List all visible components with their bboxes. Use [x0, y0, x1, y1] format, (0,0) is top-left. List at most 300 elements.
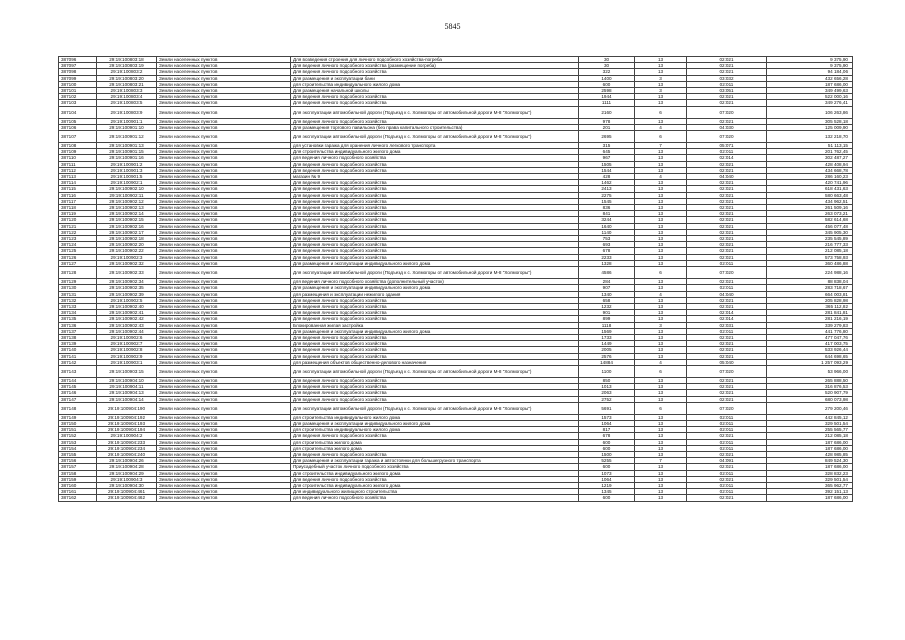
- cadastral-number-cell: 29:19:100904:30: [97, 482, 157, 488]
- group-cell: 13: [635, 439, 687, 445]
- cadastral-number-cell: 29:19:100902:5: [97, 297, 157, 303]
- land-category-cell: Земли населенных пунктов: [157, 149, 291, 155]
- row-number-cell: 387117: [59, 198, 97, 204]
- row-number-cell: 387120: [59, 217, 97, 223]
- cadastral-number-cell: 29:19:100902:10: [97, 186, 157, 192]
- cadastral-number-cell: 29:19:100904:14: [97, 396, 157, 402]
- cadastral-value-cell: 281 841,81: [767, 310, 853, 316]
- cadastral-number-cell: 29:19:100902:44: [97, 328, 157, 334]
- row-number-cell: 387160: [59, 482, 97, 488]
- table-row: [59, 458, 853, 464]
- land-category-cell: Земли населенных пунктов: [157, 167, 291, 173]
- cadastral-number-cell: 29:19:100901:15: [97, 149, 157, 155]
- code-cell: 02:011: [687, 420, 767, 426]
- code-cell: 05:040: [687, 359, 767, 365]
- area-cell: 30: [579, 57, 635, 63]
- area-cell: 693: [579, 242, 635, 248]
- cadastral-value-cell: 533 926,44: [767, 347, 853, 353]
- cadastral-value-cell: 305 528,18: [767, 118, 853, 124]
- cadastral-number-cell: 29:19:100904:2: [97, 433, 157, 439]
- permitted-use-cell: Для ведения личного подсобного хозяйства: [291, 186, 579, 192]
- cadastral-number-cell: 29:19:100904:10: [97, 377, 157, 383]
- permitted-use-cell: Для ведения личного подсобного хозяйства: [291, 94, 579, 100]
- area-cell: 967: [579, 155, 635, 161]
- row-number-cell: 387097: [59, 63, 97, 69]
- row-number-cell: 387136: [59, 322, 97, 328]
- area-cell: 1733: [579, 334, 635, 340]
- cadastral-value-cell: 432 656,28: [767, 75, 853, 81]
- code-cell: 04:091: [687, 458, 767, 464]
- cadastral-number-cell: 29:19:100902:16: [97, 223, 157, 229]
- cadastral-number-cell: 29:19:100803:3: [97, 88, 157, 94]
- code-cell: 07:020: [687, 267, 767, 279]
- area-cell: 1345: [579, 489, 635, 495]
- cadastral-value-cell: 392 151,13: [767, 489, 853, 495]
- land-category-cell: Земли населенных пунктов: [157, 155, 291, 161]
- row-number-cell: 387150: [59, 420, 97, 426]
- cadastral-value-cell: 664 003,81: [767, 291, 853, 297]
- code-cell: 02:021: [687, 476, 767, 482]
- area-cell: 645: [579, 149, 635, 155]
- row-number-cell: 387124: [59, 242, 97, 248]
- land-category-cell: Земли населенных пунктов: [157, 316, 291, 322]
- cadastral-value-cell: 365 112,82: [767, 303, 853, 309]
- group-cell: 4: [635, 359, 687, 365]
- cadastral-number-cell: 29:19:100902:41: [97, 310, 157, 316]
- cadastral-number-cell: 29:19:100901:3: [97, 167, 157, 173]
- group-cell: 6: [635, 402, 687, 414]
- code-cell: 02:021: [687, 242, 767, 248]
- cadastral-value-cell: 520 907,79: [767, 390, 853, 396]
- area-cell: 2598: [579, 88, 635, 94]
- cadastral-value-cell: 216 777,33: [767, 242, 853, 248]
- cadastral-number-cell: 29:19:100901:1: [97, 118, 157, 124]
- permitted-use-cell: Для эксплуатации автомобильной дороги (Подъезд к с. Холмогоры от автомобильной дороги М-8 "Холмогоры"): [291, 131, 579, 143]
- code-cell: 02:021: [687, 384, 767, 390]
- group-cell: 13: [635, 310, 687, 316]
- cadastral-number-cell: 29:19:100901:2: [97, 161, 157, 167]
- permitted-use-cell: Для ведения личного подсобного хозяйства: [291, 223, 579, 229]
- code-cell: 02:021: [687, 167, 767, 173]
- group-cell: 13: [635, 161, 687, 167]
- row-number-cell: 387100: [59, 81, 97, 87]
- permitted-use-cell: для строительства индивидуального жилого дома: [291, 81, 579, 87]
- cadastral-value-cell: 263 073,21: [767, 211, 853, 217]
- permitted-use-cell: для ведения личного подсобного хозяйства: [291, 495, 579, 501]
- row-number-cell: 387103: [59, 100, 97, 106]
- permitted-use-cell: для строительства индивидуального жилого дома: [291, 427, 579, 433]
- code-cell: 02:011: [687, 81, 767, 87]
- row-number-cell: 387142: [59, 359, 97, 365]
- code-cell: 02:021: [687, 433, 767, 439]
- area-cell: 600: [579, 439, 635, 445]
- row-number-cell: 387096: [59, 57, 97, 63]
- area-cell: 5255: [579, 458, 635, 464]
- area-cell: 2576: [579, 353, 635, 359]
- cadastral-value-cell: 106 263,86: [767, 106, 853, 118]
- group-cell: 13: [635, 489, 687, 495]
- land-category-cell: Земли населенных пунктов: [157, 57, 291, 63]
- permitted-use-cell: для строительства индивидуального жилого дома: [291, 414, 579, 420]
- cadastral-number-cell: 29:19:100803:18: [97, 57, 157, 63]
- permitted-use-cell: Для ведения личного подсобного хозяйства: [291, 161, 579, 167]
- row-number-cell: 387161: [59, 489, 97, 495]
- land-category-cell: Земли населенных пунктов: [157, 94, 291, 100]
- land-category-cell: Земли населенных пунктов: [157, 88, 291, 94]
- code-cell: 02:021: [687, 180, 767, 186]
- cadastral-value-cell: 201 762,45: [767, 149, 853, 155]
- row-number-cell: 387115: [59, 186, 97, 192]
- permitted-use-cell: Для ведения личного подсобного хозяйства: [291, 198, 579, 204]
- group-cell: 13: [635, 155, 687, 161]
- permitted-use-cell: Для ведения личного подсобного хозяйства: [291, 236, 579, 242]
- permitted-use-cell: Для ведения личного подсобного хозяйства: [291, 451, 579, 457]
- permitted-use-cell: Для размещения и эксплуатации индивидуального жилого дома: [291, 328, 579, 334]
- row-number-cell: 387104: [59, 106, 97, 118]
- land-category-cell: Земли населенных пунктов: [157, 186, 291, 192]
- area-cell: 600: [579, 464, 635, 470]
- cadastral-value-cell: 417 003,75: [767, 341, 853, 347]
- code-cell: 03:051: [687, 88, 767, 94]
- group-cell: 13: [635, 205, 687, 211]
- permitted-use-cell: Для ведения личного подсобного хозяйства: [291, 303, 579, 309]
- land-category-cell: Земли населенных пунктов: [157, 229, 291, 235]
- group-cell: 13: [635, 217, 687, 223]
- land-category-cell: Земли населенных пунктов: [157, 248, 291, 254]
- area-cell: 1505: [579, 161, 635, 167]
- cadastral-value-cell: 345 905,30: [767, 229, 853, 235]
- table-row: [59, 131, 853, 143]
- cadastral-value-cell: 582 614,68: [767, 217, 853, 223]
- table-row: [59, 365, 853, 377]
- area-cell: 753: [579, 236, 635, 242]
- cadastral-value-cell: 125 009,90: [767, 124, 853, 130]
- row-number-cell: 387137: [59, 328, 97, 334]
- area-cell: 978: [579, 118, 635, 124]
- area-cell: 4586: [579, 267, 635, 279]
- land-category-cell: Земли населенных пунктов: [157, 242, 291, 248]
- cadastral-number-cell: 29:19:100904:234: [97, 445, 157, 451]
- permitted-use-cell: Для ведения личного подсобного хозяйства: [291, 297, 579, 303]
- area-cell: 1545: [579, 198, 635, 204]
- cadastral-number-cell: 29:19:100803:19: [97, 63, 157, 69]
- area-cell: 600: [579, 81, 635, 87]
- area-cell: 1073: [579, 470, 635, 476]
- permitted-use-cell: Для размещения начальной школы: [291, 88, 579, 94]
- area-cell: 1100: [579, 365, 635, 377]
- row-number-cell: 387162: [59, 495, 97, 501]
- row-number-cell: 387146: [59, 390, 97, 396]
- cadastral-number-cell: 29:19:100902:15: [97, 217, 157, 223]
- area-cell: 1340: [579, 291, 635, 297]
- row-number-cell: 387109: [59, 149, 97, 155]
- area-cell: 1140: [579, 229, 635, 235]
- cadastral-value-table: [58, 56, 853, 502]
- row-number-cell: 387145: [59, 384, 97, 390]
- cadastral-value-cell: 573 758,93: [767, 254, 853, 260]
- group-cell: 13: [635, 167, 687, 173]
- table-row: [59, 267, 853, 279]
- code-cell: 02:021: [687, 94, 767, 100]
- permitted-use-cell: Для ведения личного подсобного хозяйства: [291, 192, 579, 198]
- land-category-cell: Земли населенных пунктов: [157, 396, 291, 402]
- group-cell: 13: [635, 198, 687, 204]
- group-cell: 13: [635, 328, 687, 334]
- cadastral-number-cell: 29:19:100904:11: [97, 384, 157, 390]
- group-cell: 3: [635, 75, 687, 81]
- group-cell: 4: [635, 291, 687, 297]
- permitted-use-cell: Для эксплуатации автомобильной дороги (Подъезд к с. Холмогоры от автомобильной дороги М-8 "Холмогоры"): [291, 402, 579, 414]
- cadastral-number-cell: 29:19:100904:233: [97, 439, 157, 445]
- permitted-use-cell: магазин № 9: [291, 174, 579, 180]
- cadastral-number-cell: 29:19:100904:3: [97, 476, 157, 482]
- permitted-use-cell: для установки гаража для хранения личного легкового транспорта: [291, 143, 579, 149]
- cadastral-value-cell: 580 663,48: [767, 192, 853, 198]
- area-cell: 2695: [579, 131, 635, 143]
- cadastral-number-cell: 29:19:100904:29: [97, 470, 157, 476]
- land-category-cell: Земли населенных пунктов: [157, 63, 291, 69]
- cadastral-number-cell: 29:19:100904:461: [97, 489, 157, 495]
- permitted-use-cell: Для ведения личного подсобного хозяйства: [291, 476, 579, 482]
- row-number-cell: 387116: [59, 192, 97, 198]
- code-cell: 04:040: [687, 174, 767, 180]
- permitted-use-cell: Для размещения и эксплуатации индивидуального жилого дома: [291, 260, 579, 266]
- area-cell: 1013: [579, 384, 635, 390]
- land-category-cell: Земли населенных пунктов: [157, 476, 291, 482]
- row-number-cell: 387135: [59, 316, 97, 322]
- code-cell: 02:021: [687, 347, 767, 353]
- cadastral-number-cell: 29:19:100902:6: [97, 334, 157, 340]
- cadastral-value-cell: 329 501,54: [767, 420, 853, 426]
- land-category-cell: Земли населенных пунктов: [157, 359, 291, 365]
- group-cell: 13: [635, 451, 687, 457]
- cadastral-number-cell: 29:19:100902:14: [97, 211, 157, 217]
- row-number-cell: 387131: [59, 291, 97, 297]
- land-category-cell: Земли населенных пунктов: [157, 445, 291, 451]
- permitted-use-cell: Для эксплуатации автомобильной дороги (Подъезд к с. Холмогоры от автомобильной дороги М-8 "Холмогоры"): [291, 106, 579, 118]
- land-category-cell: Земли населенных пунктов: [157, 217, 291, 223]
- code-cell: 02:021: [687, 236, 767, 242]
- area-cell: 2233: [579, 254, 635, 260]
- cadastral-value-cell: 428 985,85: [767, 451, 853, 457]
- code-cell: 02:011: [687, 489, 767, 495]
- code-cell: 02:021: [687, 390, 767, 396]
- area-cell: 907: [579, 285, 635, 291]
- land-category-cell: Земли населенных пунктов: [157, 384, 291, 390]
- row-number-cell: 387154: [59, 445, 97, 451]
- land-category-cell: Земли населенных пунктов: [157, 310, 291, 316]
- area-cell: 30: [579, 63, 635, 69]
- code-cell: 02:021: [687, 341, 767, 347]
- code-cell: 02:021: [687, 353, 767, 359]
- code-cell: 02:021: [687, 217, 767, 223]
- cadastral-number-cell: 29:19:100902:43: [97, 322, 157, 328]
- row-number-cell: 387155: [59, 451, 97, 457]
- table-row: [59, 495, 853, 501]
- row-number-cell: 387118: [59, 205, 97, 211]
- table-body: [59, 57, 853, 502]
- code-cell: 02:011: [687, 445, 767, 451]
- area-cell: 322: [579, 69, 635, 75]
- row-number-cell: 387139: [59, 341, 97, 347]
- area-cell: 1111: [579, 100, 635, 106]
- cadastral-value-cell: 187 686,00: [767, 81, 853, 87]
- cadastral-value-cell: 644 698,65: [767, 353, 853, 359]
- area-cell: 1328: [579, 260, 635, 266]
- code-cell: 02:021: [687, 248, 767, 254]
- land-category-cell: Земли населенных пунктов: [157, 365, 291, 377]
- permitted-use-cell: Для индивидуального жилищного строительства: [291, 489, 579, 495]
- row-number-cell: 387119: [59, 211, 97, 217]
- cadastral-value-cell: 187 686,00: [767, 464, 853, 470]
- cadastral-number-cell: 29:19:100902:17: [97, 229, 157, 235]
- code-cell: 02:021: [687, 100, 767, 106]
- cadastral-number-cell: 29:19:100902:9: [97, 353, 157, 359]
- cadastral-value-cell: 339 279,83: [767, 322, 853, 328]
- cadastral-value-cell: 441 776,80: [767, 328, 853, 334]
- code-cell: 02:011: [687, 414, 767, 420]
- cadastral-value-cell: 477 047,76: [767, 334, 853, 340]
- area-cell: 1944: [579, 94, 635, 100]
- group-cell: 13: [635, 229, 687, 235]
- cadastral-number-cell: 29:19:100902:7: [97, 341, 157, 347]
- code-cell: 02:031: [687, 322, 767, 328]
- code-cell: 02:021: [687, 495, 767, 501]
- code-cell: 02:021: [687, 205, 767, 211]
- group-cell: 13: [635, 482, 687, 488]
- row-number-cell: 387105: [59, 118, 97, 124]
- permitted-use-cell: Для строительства индивидуального жилого дома: [291, 482, 579, 488]
- group-cell: 13: [635, 186, 687, 192]
- row-number-cell: 387130: [59, 285, 97, 291]
- permitted-use-cell: Для ведения личного подсобного хозяйства (размещение погреба): [291, 63, 579, 69]
- cadastral-value-cell: 235 545,89: [767, 236, 853, 242]
- row-number-cell: 387143: [59, 365, 97, 377]
- cadastral-value-cell: 349 499,63: [767, 88, 853, 94]
- group-cell: 13: [635, 445, 687, 451]
- group-cell: 13: [635, 260, 687, 266]
- group-cell: 13: [635, 236, 687, 242]
- code-cell: 03:032: [687, 75, 767, 81]
- cadastral-number-cell: 29:19:100904:190: [97, 402, 157, 414]
- permitted-use-cell: Для ведения личного подсобного хозяйства: [291, 316, 579, 322]
- land-category-cell: Земли населенных пунктов: [157, 414, 291, 420]
- permitted-use-cell: для размещения объектов общественно-делового назначения: [291, 359, 579, 365]
- permitted-use-cell: для строительства жилого дома: [291, 439, 579, 445]
- cadastral-value-cell: 187 686,00: [767, 495, 853, 501]
- permitted-use-cell: Для ведения личного подсобного хозяйства: [291, 390, 579, 396]
- cadastral-number-cell: 29:19:100904:28: [97, 464, 157, 470]
- row-number-cell: 387123: [59, 236, 97, 242]
- permitted-use-cell: Для ведения личного подсобного хозяйства: [291, 353, 579, 359]
- land-category-cell: Земли населенных пунктов: [157, 377, 291, 383]
- code-cell: 02:021: [687, 377, 767, 383]
- group-cell: 13: [635, 100, 687, 106]
- area-cell: 817: [579, 427, 635, 433]
- cadastral-number-cell: 29:19:100803:2: [97, 69, 157, 75]
- code-cell: 07:020: [687, 106, 767, 118]
- cadastral-number-cell: 29:19:100803:20: [97, 75, 157, 81]
- row-number-cell: 387114: [59, 180, 97, 186]
- area-cell: 1400: [579, 75, 635, 81]
- group-cell: 13: [635, 81, 687, 87]
- group-cell: 13: [635, 149, 687, 155]
- permitted-use-cell: Для ведения личного подсобного хозяйства: [291, 254, 579, 260]
- land-category-cell: Земли населенных пунктов: [157, 451, 291, 457]
- row-number-cell: 387122: [59, 229, 97, 235]
- cadastral-number-cell: 29:19:100902:40: [97, 303, 157, 309]
- code-cell: 02:011: [687, 260, 767, 266]
- land-category-cell: Земли населенных пунктов: [157, 489, 291, 495]
- cadastral-number-cell: 29:19:100803:5: [97, 100, 157, 106]
- group-cell: 13: [635, 334, 687, 340]
- row-number-cell: 387133: [59, 303, 97, 309]
- row-number-cell: 387129: [59, 279, 97, 285]
- code-cell: 07:020: [687, 131, 767, 143]
- cadastral-value-cell: 265 888,50: [767, 377, 853, 383]
- cadastral-value-cell: 349 276,41: [767, 100, 853, 106]
- land-category-cell: Земли населенных пунктов: [157, 100, 291, 106]
- code-cell: 02:021: [687, 334, 767, 340]
- row-number-cell: 387159: [59, 476, 97, 482]
- cadastral-value-cell: 434 962,51: [767, 198, 853, 204]
- land-category-cell: Земли населенных пунктов: [157, 223, 291, 229]
- land-category-cell: Земли населенных пунктов: [157, 334, 291, 340]
- row-number-cell: 387147: [59, 396, 97, 402]
- code-cell: 02:021: [687, 396, 767, 402]
- group-cell: 13: [635, 248, 687, 254]
- land-category-cell: Земли населенных пунктов: [157, 297, 291, 303]
- permitted-use-cell: Для ведения личного подсобного хозяйства: [291, 118, 579, 124]
- table-row: [59, 124, 853, 130]
- group-cell: 7: [635, 458, 687, 464]
- row-number-cell: 387138: [59, 334, 97, 340]
- cadastral-number-cell: 29:19:100904:194: [97, 427, 157, 433]
- area-cell: 678: [579, 248, 635, 254]
- permitted-use-cell: Для ведения личного подсобного хозяйства: [291, 396, 579, 402]
- group-cell: 13: [635, 464, 687, 470]
- permitted-use-cell: Для ведения личного подсобного хозяйства: [291, 347, 579, 353]
- land-category-cell: Земли населенных пунктов: [157, 279, 291, 285]
- area-cell: 2005: [579, 347, 635, 353]
- cadastral-value-cell: 328 832,23: [767, 470, 853, 476]
- code-cell: 02:021: [687, 161, 767, 167]
- cadastral-number-cell: 29:19:100901:13: [97, 143, 157, 149]
- cadastral-value-cell: 255 565,77: [767, 427, 853, 433]
- land-category-cell: Земли населенных пунктов: [157, 143, 291, 149]
- cadastral-value-cell: 283 718,67: [767, 285, 853, 291]
- land-category-cell: Земли населенных пунктов: [157, 236, 291, 242]
- permitted-use-cell: Для ведения личного подсобного хозяйства: [291, 217, 579, 223]
- land-category-cell: Земли населенных пунктов: [157, 69, 291, 75]
- group-cell: 13: [635, 57, 687, 63]
- code-cell: 04:040: [687, 291, 767, 297]
- area-cell: 1064: [579, 476, 635, 482]
- code-cell: 02:011: [687, 482, 767, 488]
- area-cell: 1449: [579, 341, 635, 347]
- permitted-use-cell: Для ведения личного подсобного хозяйства: [291, 100, 579, 106]
- cadastral-value-cell: 9 375,90: [767, 57, 853, 63]
- group-cell: 13: [635, 390, 687, 396]
- cadastral-number-cell: 29:19:100901:10: [97, 124, 157, 130]
- land-category-cell: Земли населенных пунктов: [157, 180, 291, 186]
- land-category-cell: Земли населенных пунктов: [157, 131, 291, 143]
- area-cell: 836: [579, 205, 635, 211]
- area-cell: 678: [579, 433, 635, 439]
- cadastral-number-cell: 29:19:100902:32: [97, 260, 157, 266]
- row-number-cell: 387125: [59, 248, 97, 254]
- land-category-cell: Земли населенных пунктов: [157, 254, 291, 260]
